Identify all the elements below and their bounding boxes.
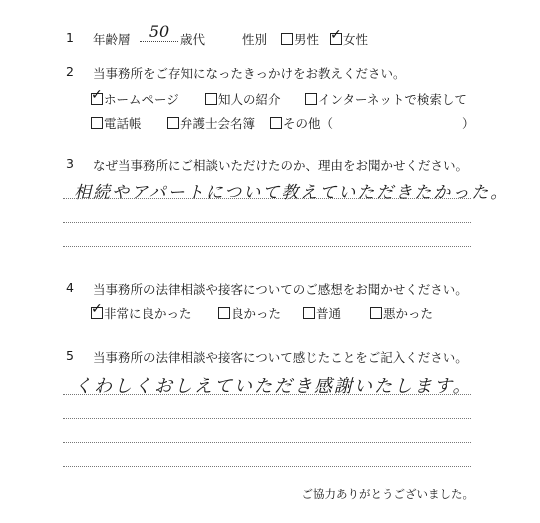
- q2-question: 当事務所をご存知になったきっかけをお教えください。: [93, 66, 406, 81]
- male-label: 男性: [294, 32, 320, 47]
- answer-line: [63, 466, 471, 467]
- option-label: ホームページ: [104, 92, 179, 107]
- answer-line: [63, 418, 471, 419]
- average-checkbox[interactable]: [303, 307, 315, 319]
- option-label: 良かった: [231, 306, 282, 321]
- option-other[interactable]: [270, 114, 333, 132]
- option-label: 電話帳: [104, 116, 142, 131]
- option-phonebook[interactable]: [91, 114, 142, 132]
- option-bad[interactable]: [370, 304, 433, 322]
- homepage-checkbox[interactable]: [91, 93, 103, 105]
- internet-search-checkbox[interactable]: [305, 93, 317, 105]
- option-label: 知人の紹介: [218, 92, 281, 107]
- q3-question: なぜ当事務所にご相談いただけたのか、理由をお聞かせください。: [93, 158, 469, 173]
- answer-line: [63, 222, 471, 223]
- age-field[interactable]: 50: [140, 22, 178, 42]
- female-label: 女性: [343, 32, 369, 47]
- age-label: 年齢層: [93, 32, 131, 47]
- option-referral[interactable]: [205, 90, 281, 108]
- q4-number: 4: [66, 280, 74, 295]
- very-good-checkbox[interactable]: [91, 307, 103, 319]
- answer-line: [63, 442, 471, 443]
- option-label: その他（: [283, 116, 334, 131]
- option-label: 普通: [316, 306, 342, 321]
- answer-line: [63, 246, 471, 247]
- option-label: 悪かった: [383, 306, 434, 321]
- bar-directory-checkbox[interactable]: [167, 117, 179, 129]
- good-checkbox[interactable]: [218, 307, 230, 319]
- referral-checkbox[interactable]: [205, 93, 217, 105]
- q3-number: 3: [66, 156, 74, 171]
- answer-line: [63, 394, 471, 395]
- closing-thanks: ご協力ありがとうございました。: [301, 487, 474, 501]
- other-close-paren: ）: [462, 116, 475, 131]
- q3-answer-text[interactable]: 相続やアパートについて教えていただきたかった。: [74, 183, 510, 203]
- option-homepage[interactable]: [91, 90, 179, 108]
- q5-answer-text[interactable]: くわしくおしえていただき感謝いたします。: [74, 376, 473, 397]
- age-suffix: 歳代: [180, 32, 206, 47]
- option-average[interactable]: [303, 304, 341, 322]
- male-checkbox[interactable]: [281, 33, 293, 45]
- phonebook-checkbox[interactable]: [91, 117, 103, 129]
- bad-checkbox[interactable]: [370, 307, 382, 319]
- option-bar-directory[interactable]: [167, 114, 255, 132]
- gender-female-option[interactable]: [330, 30, 368, 48]
- option-label: 非常に良かった: [104, 306, 192, 321]
- other-checkbox[interactable]: [270, 117, 282, 129]
- option-internet-search[interactable]: [305, 90, 467, 108]
- gender-label: 性別: [242, 32, 268, 47]
- q5-number: 5: [66, 348, 74, 363]
- gender-male-option[interactable]: [281, 30, 319, 48]
- q5-question: 当事務所の法律相談や接客について感じたことをご記入ください。: [93, 350, 468, 365]
- option-label: インターネットで検索して: [318, 92, 467, 107]
- q1-number: 1: [66, 30, 74, 45]
- option-good[interactable]: [218, 304, 281, 322]
- female-checkbox[interactable]: [330, 33, 342, 45]
- answer-line: [63, 198, 471, 199]
- option-label: 弁護士会名簿: [180, 116, 256, 131]
- q2-number: 2: [66, 64, 74, 79]
- q4-question: 当事務所の法律相談や接客についてのご感想をお聞かせください。: [93, 282, 468, 297]
- option-very-good[interactable]: [91, 304, 192, 322]
